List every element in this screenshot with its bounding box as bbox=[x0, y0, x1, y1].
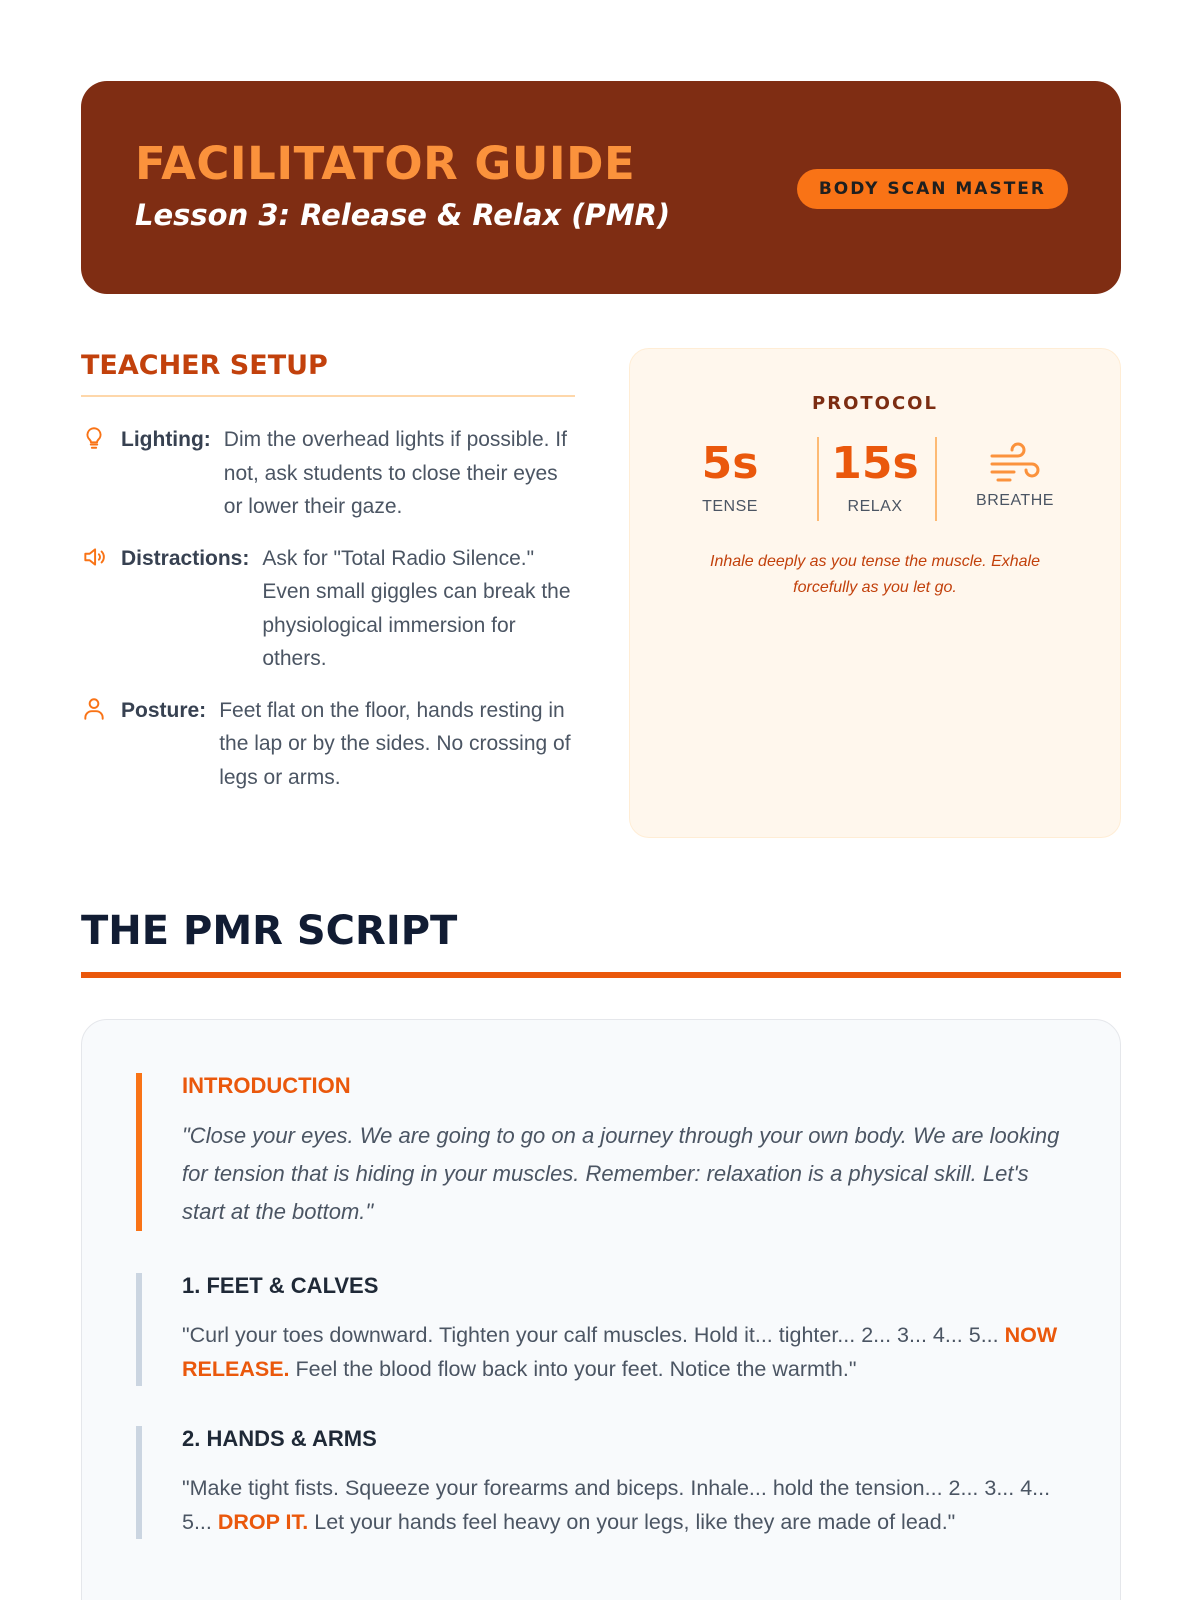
lightbulb-icon bbox=[81, 425, 107, 451]
stat-divider bbox=[817, 437, 819, 521]
protocol-card bbox=[629, 348, 1121, 838]
relax-label: RELAX bbox=[847, 498, 903, 515]
setup-label: Lighting: bbox=[121, 428, 211, 451]
header-banner bbox=[81, 81, 1121, 294]
setup-label: Distractions: bbox=[121, 546, 250, 570]
setup-label: Posture: bbox=[121, 698, 207, 722]
relax-value: 15s bbox=[831, 438, 919, 489]
setup-text: Feet flat on the floor, hands resting in the lap or by the sides. No crossing of legs or arms. bbox=[219, 698, 571, 789]
relax-stat bbox=[820, 439, 930, 516]
teacher-setup-section bbox=[81, 350, 575, 812]
page-title: FACILITATOR GUIDE bbox=[135, 137, 636, 190]
lesson-subtitle: Lesson 3: Release & Relax (PMR) bbox=[135, 198, 671, 232]
intro-text: "Close your eyes. We are going to go on a journey through your own body. We are looking for tension that is hiding in your muscles. Remember: relaxation is a physical skill. Let's start at the bottom." bbox=[182, 1123, 1060, 1224]
step-title: 2. HANDS & ARMS bbox=[182, 1426, 377, 1451]
stat-divider bbox=[935, 437, 937, 521]
heading-rule bbox=[81, 972, 1121, 978]
protocol-title: PROTOCOL bbox=[812, 393, 938, 414]
script-card bbox=[81, 1019, 1121, 1600]
step-text-after: Let your hands feel heavy on your legs, like they are made of lead." bbox=[308, 1509, 956, 1534]
accent-bar bbox=[136, 1073, 142, 1231]
step-text-after: Feel the blood flow back into your feet. Notice the warmth." bbox=[289, 1356, 857, 1381]
accent-bar bbox=[136, 1426, 142, 1539]
step-text bbox=[182, 1319, 1066, 1386]
step-text bbox=[182, 1472, 1066, 1539]
setup-text: Dim the overhead lights if possible. If not, ask students to close their eyes or lower their gaze. bbox=[223, 428, 567, 518]
protocol-note: Inhale deeply as you tense the muscle. Exhale forcefully as you let go. bbox=[710, 553, 1040, 596]
setup-text: Ask for "Total Radio Silence." Even small giggles can break the physiological immersion for others. bbox=[262, 546, 571, 670]
tense-value: 5s bbox=[701, 438, 759, 489]
breathe-stat bbox=[955, 439, 1075, 510]
intro-section bbox=[136, 1073, 1066, 1231]
person-icon bbox=[81, 696, 107, 722]
wind-icon bbox=[955, 439, 1075, 489]
intro-title: INTRODUCTION bbox=[182, 1073, 351, 1098]
teacher-setup-title: TEACHER SETUP bbox=[81, 350, 575, 397]
step-text-before: "Make tight fists. Squeeze your forearms and biceps. Inhale... hold the tension... 2... 3... 4... 5... bbox=[182, 1476, 1051, 1534]
tense-label: TENSE bbox=[702, 498, 758, 515]
step-text-before: "Curl your toes downward. Tighten your calf muscles. Hold it... tighter... 2... 3... 4... 5... bbox=[182, 1323, 1005, 1347]
level-badge: BODY SCAN MASTER bbox=[797, 169, 1068, 209]
release-cue: DROP IT. bbox=[217, 1509, 309, 1534]
setup-list bbox=[81, 423, 575, 794]
setup-item-lighting bbox=[81, 423, 575, 524]
script-heading: THE PMR SCRIPT bbox=[81, 908, 458, 954]
release-cue: NOW RELEASE. bbox=[182, 1323, 1058, 1381]
speaker-icon bbox=[81, 544, 107, 570]
accent-bar bbox=[136, 1273, 142, 1386]
step-hands-arms bbox=[136, 1426, 1066, 1539]
step-title: 1. FEET & CALVES bbox=[182, 1273, 379, 1298]
breathe-label: BREATHE bbox=[976, 492, 1054, 509]
tense-stat bbox=[675, 439, 785, 516]
setup-item-distractions bbox=[81, 542, 575, 676]
step-feet-calves bbox=[136, 1273, 1066, 1386]
setup-item-posture bbox=[81, 694, 575, 795]
